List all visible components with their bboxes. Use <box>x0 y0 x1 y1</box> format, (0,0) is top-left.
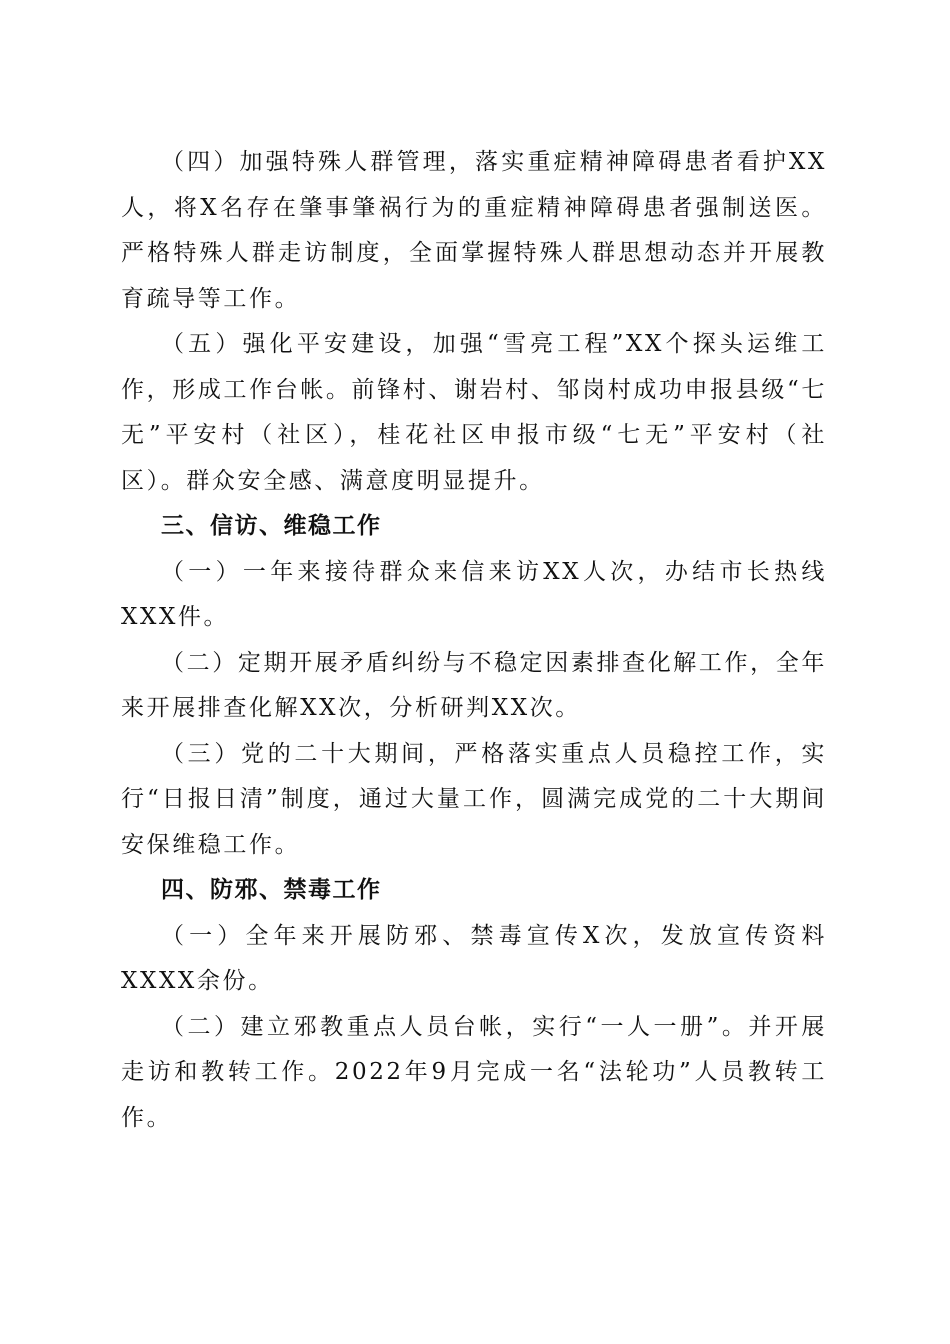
document-page <box>121 140 827 1141</box>
para-special-groups: （四）加强特殊人群管理，落实重症精神障碍患者看护XX人，将X名存在肇事肇祸行为的重症精神障碍患者强制送医。严格特殊人群走访制度，全面掌握特殊人群思想动态并开展教育疏导等工作。 <box>121 149 827 312</box>
para-dispute-resolution: （二）定期开展矛盾纠纷与不稳定因素排查化解工作，全年来开展排查化解XX次，分析研判XX次。 <box>121 649 827 721</box>
heading-petition-stability: 三、信访、维稳工作 <box>161 513 382 539</box>
para-anti-cult-publicity: （一）全年来开展防邪、禁毒宣传X次，发放宣传资料XXXX余份。 <box>121 922 827 994</box>
para-safety-building: （五）强化平安建设，加强“雪亮工程”XX个探头运维工作，形成工作台帐。前锋村、谢岩村、邹岗村成功申报县级“七无”平安村（社区），桂花社区申报市级“七无”平安村（社区）。群众安全感、满意度明显提升。 <box>121 331 827 494</box>
para-petition-reception: （一）一年来接待群众来信来访XX人次，办结市长热线XXX件。 <box>121 558 827 630</box>
heading-anti-cult-drugs: 四、防邪、禁毒工作 <box>161 877 382 903</box>
para-cult-personnel-ledger: （二）建立邪教重点人员台帐，实行“一人一册”。并开展走访和教转工作。2022年9月完成一名“法轮功”人员教转工作。 <box>121 1013 827 1131</box>
para-congress-security: （三）党的二十大期间，严格落实重点人员稳控工作，实行“日报日清”制度，通过大量工作，圆满完成党的二十大期间安保维稳工作。 <box>121 740 827 858</box>
